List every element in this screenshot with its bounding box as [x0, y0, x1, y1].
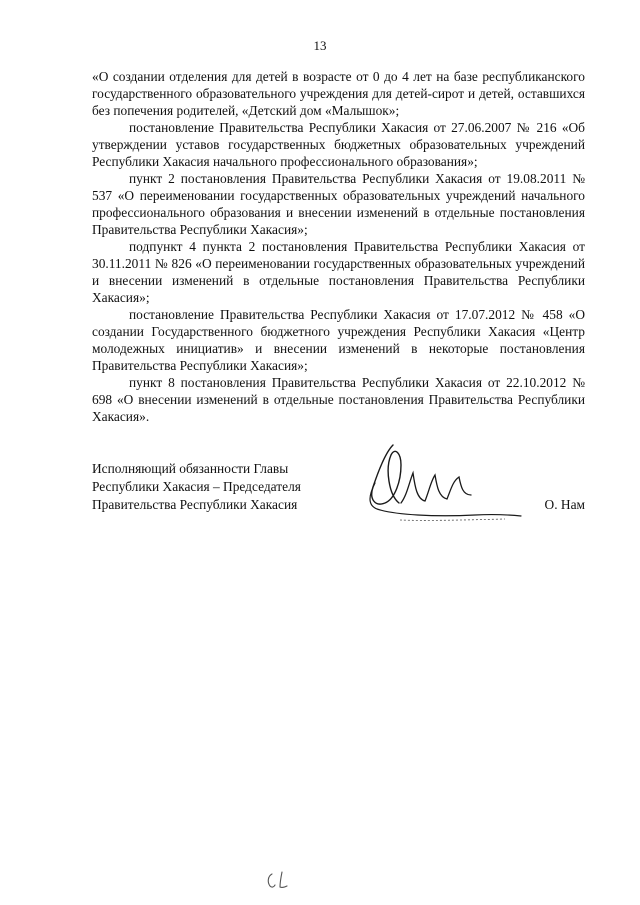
paragraph-6: пункт 8 постановления Правительства Республики Хакасия от 22.10.2012 № 698 «О внесении изменений в отдельные постановления Правительства Республики Хакасия».: [92, 375, 585, 424]
signatory-title-line-1: Исполняющий обязанности Главы: [92, 461, 289, 476]
paragraph-2: постановление Правительства Республики Хакасия от 27.06.2007 № 216 «Об утверждении уставов государственных бюджетных образовательных учреждений Республики Хакасия начального профессионального образования»;: [92, 120, 585, 169]
paragraph-5: постановление Правительства Республики Хакасия от 17.07.2012 № 458 «О создании Государственного бюджетного учреждения Республики Хакасия «Центр молодежных инициатив» и внесении изменений в некоторые постановления Правительства Республики Хакасия»;: [92, 307, 585, 373]
handwritten-signature: [355, 425, 535, 530]
paragraph-4: подпункт 4 пункта 2 постановления Правительства Республики Хакасия от 30.11.2011 № 826 «О переименовании государственных образовательных учреждений и внесении изменений в отдельные постановления Правительства Республики Хакасия»;: [92, 239, 585, 305]
paragraph-3: пункт 2 постановления Правительства Республики Хакасия от 19.08.2011 № 537 «О переименовании государственных образовательных учреждений начального профессионального образования и внесении изменений в отдельные постановления Правительства Республики Хакасия»;: [92, 171, 585, 237]
page-number: 13: [313, 38, 327, 53]
document-body: [92, 68, 585, 425]
ink-mark: [262, 868, 294, 892]
signatory-name: О. Нам: [544, 497, 585, 512]
signatory-title-line-3: Правительства Республики Хакасия: [92, 497, 298, 512]
signatory-title: [92, 460, 301, 514]
signatory-title-line-2: Республики Хакасия – Председателя: [92, 479, 301, 494]
paragraph-1: «О создании отделения для детей в возрасте от 0 до 4 лет на базе республиканского государственного образовательного учреждения для детей-сирот и детей, оставшихся без попечения родителей, «Детский дом «Малышок»;: [92, 69, 585, 118]
